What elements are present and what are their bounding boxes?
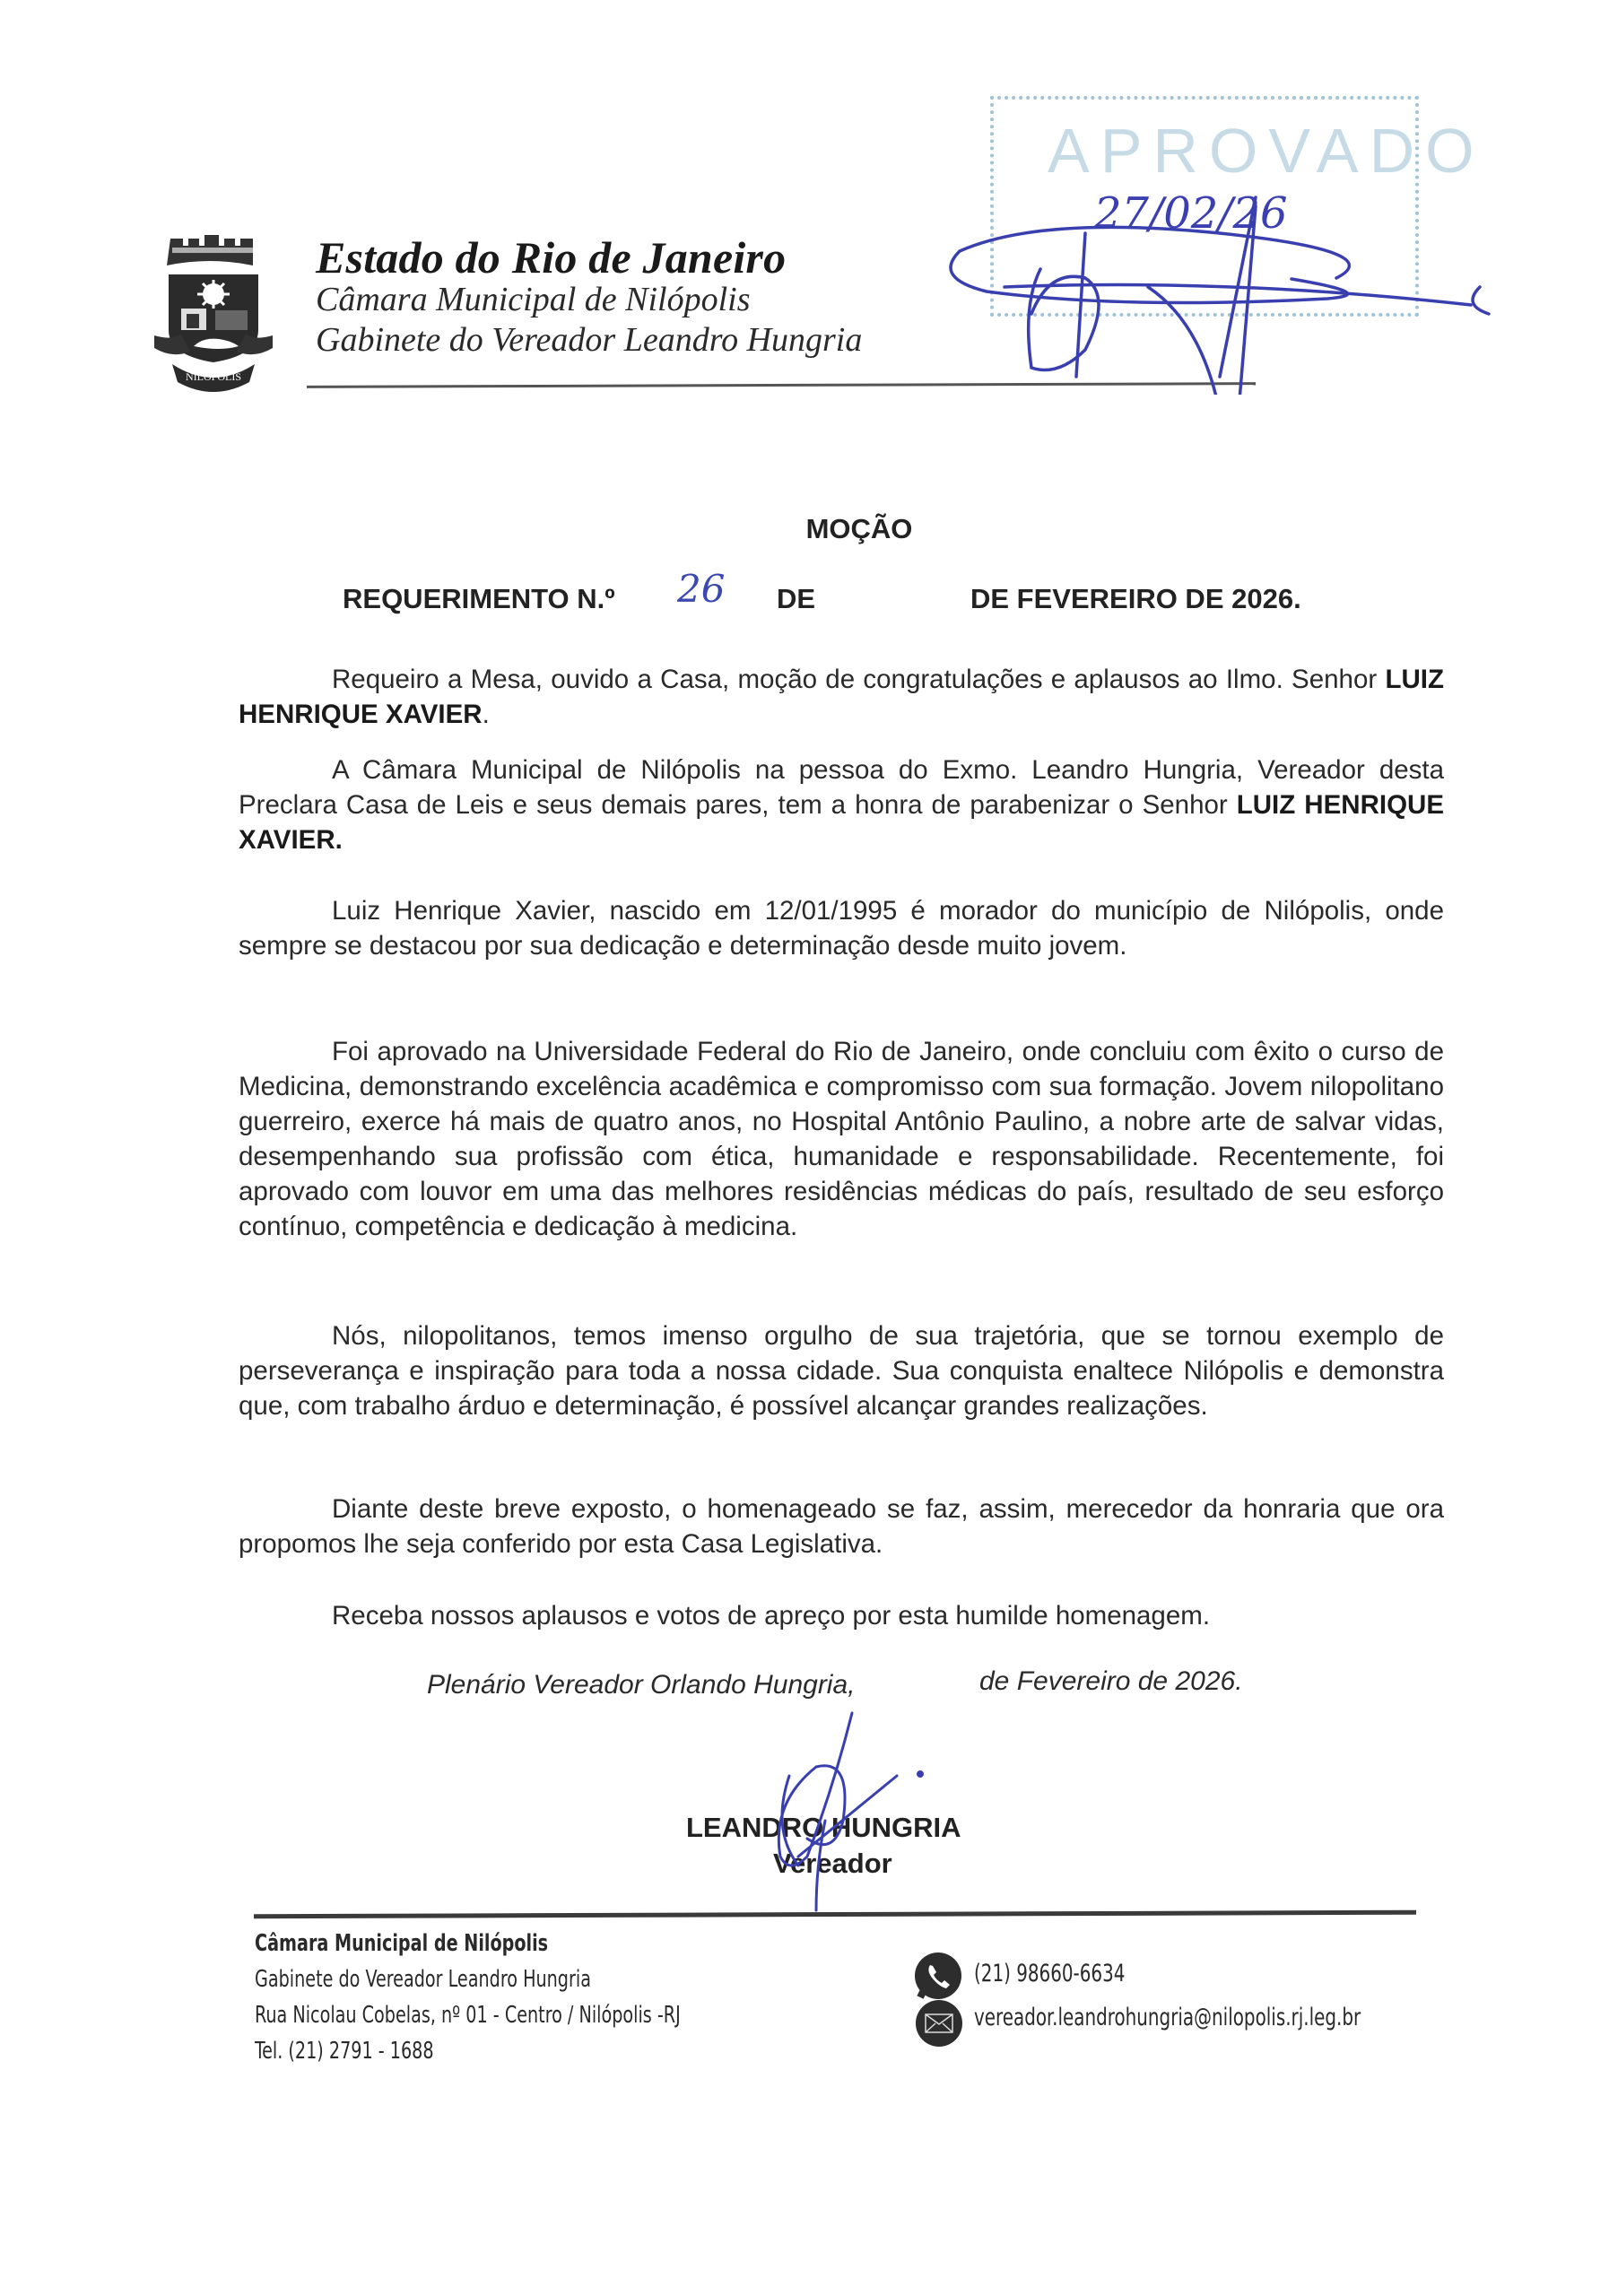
requerimento-number: 26 — [677, 567, 726, 611]
mail-icon — [916, 2000, 962, 2047]
paragraph-chamber-text: A Câmara Municipal de Nilópolis na pessoa do Exmo. Leandro Hungria, Vereador desta Preclara Casa de Leis e seus demais pares, tem a honra de parabenizar o Senhor — [239, 755, 1444, 820]
paragraph-pride-text: Nós, nilopolitanos, temos imenso orgulho de sua trajetória, que se tornou exemplo de perseverança e inspiração para toda a nossa cidade. Sua conquista enaltece Nilópolis e demonstra que, com trabalho árduo e determinação, é possível alcançar grandes realizações. — [239, 1321, 1444, 1421]
footer-whatsapp[interactable]: (21) 98660-6634 — [974, 1960, 1126, 1987]
approval-stamp-date: 27/02/26 — [1094, 188, 1288, 239]
requerimento-label: REQUERIMENTO N.º — [343, 583, 615, 614]
honoree-name: LUIZ HENRIQUE XAVIER. — [239, 790, 1444, 855]
header-subtitle-chamber: Câmara Municipal de Nilópolis — [316, 281, 751, 318]
approval-signature — [933, 90, 1507, 395]
paragraph-request-text: Requeiro a Mesa, ouvido a Casa, moção de congratulações e aplausos ao Ilmo. Senhor — [332, 665, 1386, 694]
paragraph-biography-text: Luiz Henrique Xavier, nascido em 12/01/1995 é morador do município de Nilópolis, onde sempre se destacou por sua dedicação e determinação desde muito jovem. — [239, 896, 1444, 961]
requerimento-date: DE FEVEREIRO DE 2026. — [970, 583, 1301, 614]
paragraph-request — [239, 662, 1444, 732]
footer-org: Câmara Municipal de Nilópolis — [255, 1930, 549, 1957]
paragraph-chamber — [239, 752, 1444, 857]
paragraph-career — [239, 1034, 1444, 1244]
paragraph-biography — [239, 893, 1444, 963]
municipal-crest-logo — [151, 230, 276, 393]
signer-role: Vereador — [773, 1848, 892, 1879]
paragraph-closing — [239, 1598, 1444, 1633]
footer-office: Gabinete do Vereador Leandro Hungria — [255, 1966, 591, 1993]
footer-email[interactable]: vereador.leandrohungria@nilopolis.rj.leg.br — [974, 2004, 1361, 2031]
header-title: Estado do Rio de Janeiro — [316, 232, 787, 283]
header-subtitle-office: Gabinete do Vereador Leandro Hungria — [316, 321, 863, 359]
document-title: MOÇÃO — [805, 513, 913, 544]
signing-place: Plenário Vereador Orlando Hungria, — [427, 1670, 856, 1700]
footer-address: Rua Nicolau Cobelas, nº 01 - Centro / Nilópolis -RJ — [255, 2002, 681, 2029]
paragraph-conclusion — [239, 1492, 1444, 1561]
signer-name: LEANDRO HUNGRIA — [686, 1812, 961, 1843]
signer-signature — [735, 1704, 960, 1919]
honoree-name: LUIZ HENRIQUE XAVIER — [239, 665, 1444, 729]
paragraph-pride — [239, 1318, 1444, 1423]
whatsapp-icon — [915, 1952, 961, 1999]
crest-ribbon-text: NILÓPOLIS — [186, 370, 241, 383]
paragraph-conclusion-text: Diante deste breve exposto, o homenageado se faz, assim, merecedor da honraria que ora propomos lhe seja conferido por esta Casa Legislativa. — [239, 1494, 1444, 1559]
footer-tel: Tel. (21) 2791 - 1688 — [255, 2038, 434, 2065]
approval-stamp-word: APROVADO — [1048, 116, 1485, 186]
paragraph-career-text: Foi aprovado na Universidade Federal do Rio de Janeiro, onde concluiu com êxito o curso de Medicina, demonstrando excelência acadêmica e compromisso com sua formação. Jovem nilopolitano guerreiro, exerce há mais de quatro anos, no Hospital Antônio Paulino, a nobre arte de salvar vidas, desempenhando sua profissão com ética, humanidade e responsabilidade. Recentemente, foi aprovado com louvor em uma das melhores residências médicas do país, resultado de seu esforço contínuo, competência e dedicação à medicina. — [239, 1037, 1444, 1241]
paragraph-request-end: . — [482, 700, 490, 729]
requerimento-de-label: DE — [777, 583, 816, 614]
paragraph-closing-text: Receba nossos aplausos e votos de apreço por esta humilde homenagem. — [332, 1601, 1211, 1631]
signing-date: de Fevereiro de 2026. — [979, 1666, 1243, 1696]
